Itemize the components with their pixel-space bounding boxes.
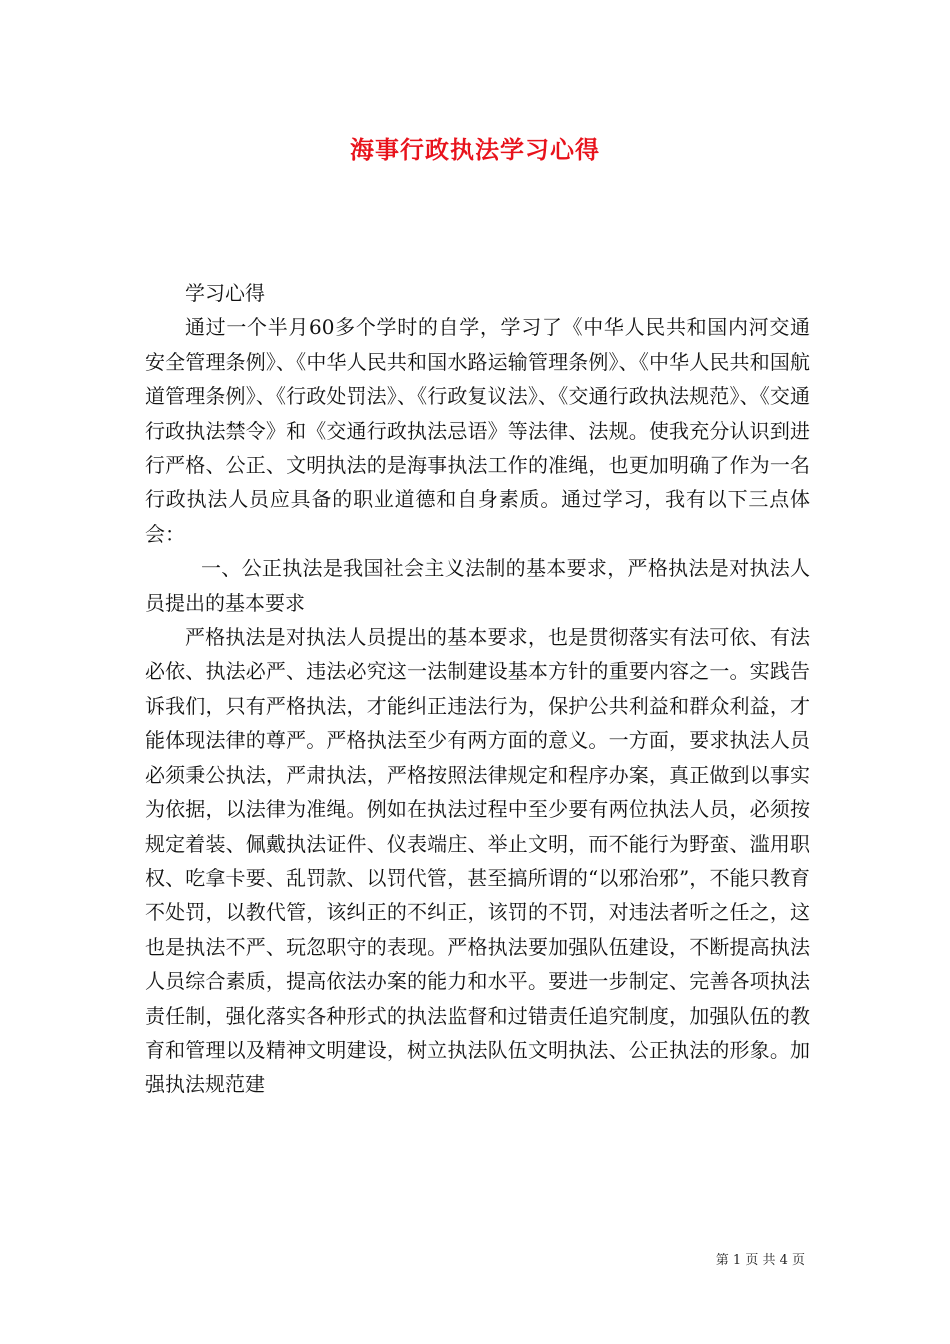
page-number: 第 1 页 共 4 页 (715, 1253, 805, 1268)
document-body (145, 276, 810, 1102)
section-heading: 一、公正执法是我国社会主义法制的基本要求，严格执法是对执法人员提出的基本要求 (145, 556, 810, 615)
section-label: 学习心得 (185, 281, 265, 305)
intro-paragraph: 通过一个半月60多个学时的自学，学习了《中华人民共和国内河交通安全管理条例》、《中华人民共和国水路运输管理条例》、《中华人民共和国航道管理条例》、《行政处罚法》、《行政复议法》、《交通行政执法规范》、《交通行政执法禁令》和《交通行政执法忌语》等法律、法规。使我充分认识到进行严格、公正、文明执法的是海事执法工作的准绳，也更加明确了作为一名行政执法人员应具备的职业道德和自身素质。通过学习，我有以下三点体会： (145, 315, 810, 546)
document-title: 海事行政执法学习心得 (350, 135, 600, 164)
body-paragraph: 严格执法是对执法人员提出的基本要求，也是贯彻落实有法可依、有法必依、执法必严、违法必究这一法制建设基本方针的重要内容之一。实践告诉我们，只有严格执法，才能纠正违法行为，保护公共利益和群众利益，才能体现法律的尊严。严格执法至少有两方面的意义。一方面，要求执法人员必须秉公执法，严肃执法，严格按照法律规定和程序办案，真正做到以事实为依据，以法律为准绳。例如在执法过程中至少要有两位执法人员，必须按规定着装、佩戴执法证件、仪表端庄、举止文明，而不能行为野蛮、滥用职权、吃拿卡要、乱罚款、以罚代管，甚至搞所谓的“以邪治邪”，不能只教育不处罚，以教代管，该纠正的不纠正，该罚的不罚，对违法者听之任之，这也是执法不严、玩忽职守的表现。严格执法要加强队伍建设，不断提高执法人员综合素质，提高依法办案的能力和水平。要进一步制定、完善各项执法责任制，强化落实各种形式的执法监督和过错责任追究制度，加强队伍的教育和管理以及精神文明建设，树立执法队伍文明执法、公正执法的形象。加强执法规范建 (145, 625, 810, 1097)
